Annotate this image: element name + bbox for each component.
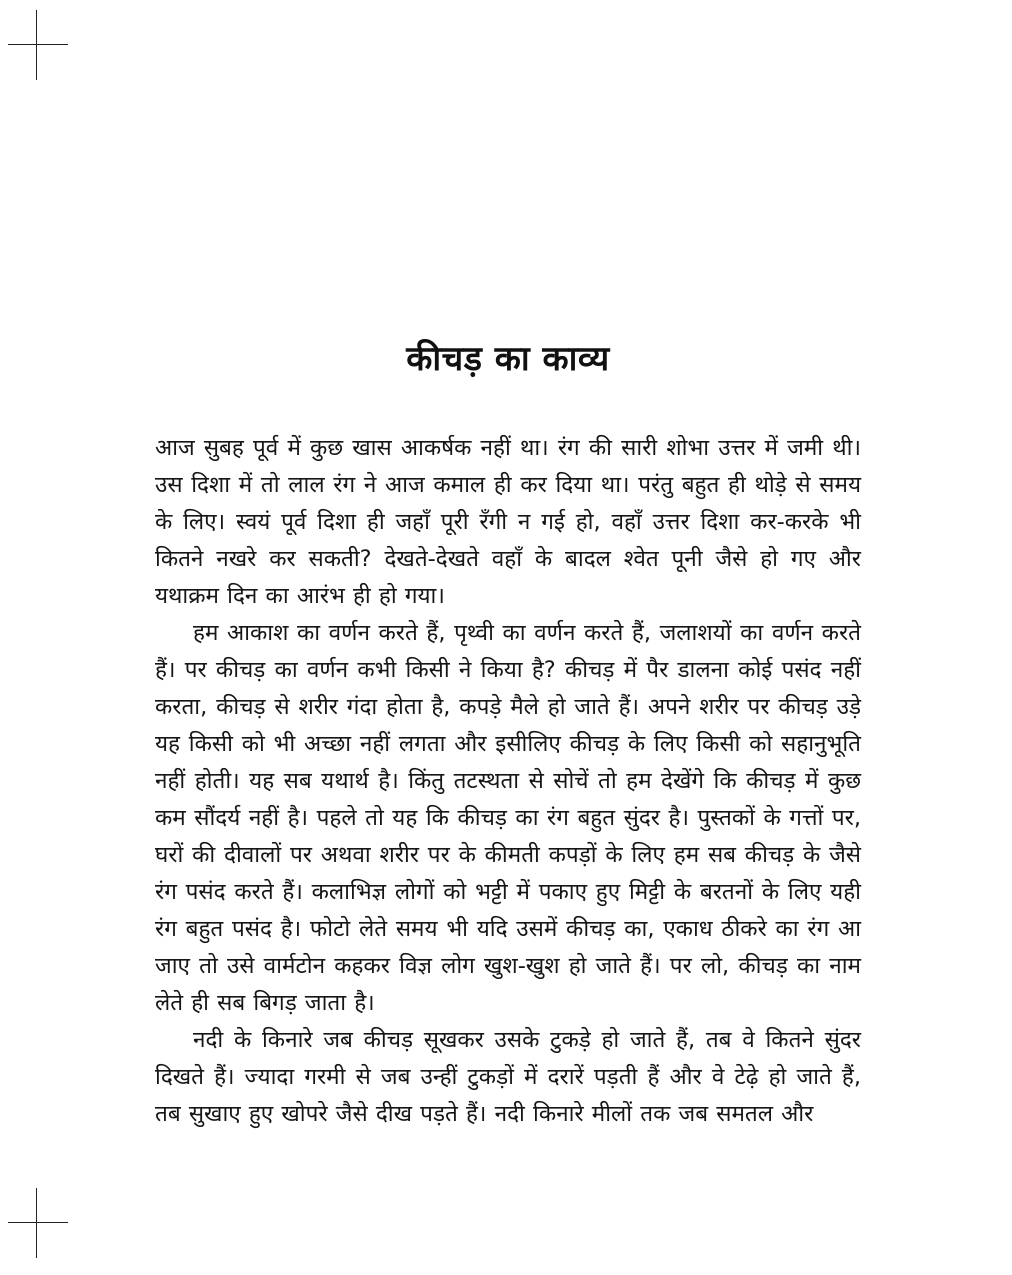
paragraph: आज सुबह पूर्व में कुछ खास आकर्षक नहीं था। रंग की सारी शोभा उत्तर में जमी थी। उस दिशा में तो लाल रंग ने आज कमाल ही कर दिया था। परंतु बहुत ही थोड़े से समय के लिए। स्वयं पूर्व दिशा ही जहाँ पूरी रँगी न गई हो, वहाँ उत्तर दिशा कर-करके भी कितने नखरे कर सकती? देखते-देखते वहाँ के बादल श्वेत पूनी जैसे हो गए और यथाक्रम दिन का आरंभ ही हो गया। (155, 435, 861, 609)
crop-mark-bottom-left-vertical (36, 1188, 37, 1258)
page-title: कीचड़ का काव्य (406, 339, 610, 379)
paragraph: नदी के किनारे जब कीचड़ सूखकर उसके टुकड़े हो जाते हैं, तब वे कितने सुंदर दिखते हैं। ज्यादा गरमी से जब उन्हीं टुकड़ों में दरारें पड़ती हैं और वे टेढ़े हो जाते हैं, तब सुखाए हुए खोपरे जैसे दीख पड़ते हैं। नदी किनारे मीलों तक जब समतल और (155, 1027, 861, 1127)
text-block (155, 338, 861, 1133)
paragraph: हम आकाश का वर्णन करते हैं, पृथ्वी का वर्णन करते हैं, जलाशयों का वर्णन करते हैं। पर कीचड़ का वर्णन कभी किसी ने किया है? कीचड़ में पैर डालना कोई पसंद नहीं करता, कीचड़ से शरीर गंदा होता है, कपड़े मैले हो जाते हैं। अपने शरीर पर कीचड़ उड़े यह किसी को भी अच्छा नहीं लगता और इसीलिए कीचड़ के लिए किसी को सहानुभूति नहीं होती। यह सब यथार्थ है। किंतु तटस्थता से सोचें तो हम देखेंगे कि कीचड़ में कुछ कम सौंदर्य नहीं है। पहले तो यह कि कीचड़ का रंग बहुत सुंदर है। पुस्तकों के गत्तों पर, घरों की दीवालों पर अथवा शरीर पर के कीमती कपड़ों के लिए हम सब कीचड़ के जैसे रंग पसंद करते हैं। कलाभिज्ञ लोगों को भट्टी में पकाए हुए मिट्टी के बरतनों के लिए यही रंग बहुत पसंद है। फोटो लेते समय भी यदि उसमें कीचड़ का, एकाध ठीकरे का रंग आ जाए तो उसे वार्मटोन कहकर विज्ञ लोग खुश-खुश हो जाते हैं। पर लो, कीचड़ का नाम लेते ही सब बिगड़ जाता है। (155, 620, 861, 1016)
crop-mark-bottom-left-horizontal (8, 1222, 68, 1223)
body-text (155, 430, 861, 1133)
crop-mark-top-left-horizontal (8, 44, 68, 45)
crop-mark-top-left-vertical (36, 10, 37, 80)
